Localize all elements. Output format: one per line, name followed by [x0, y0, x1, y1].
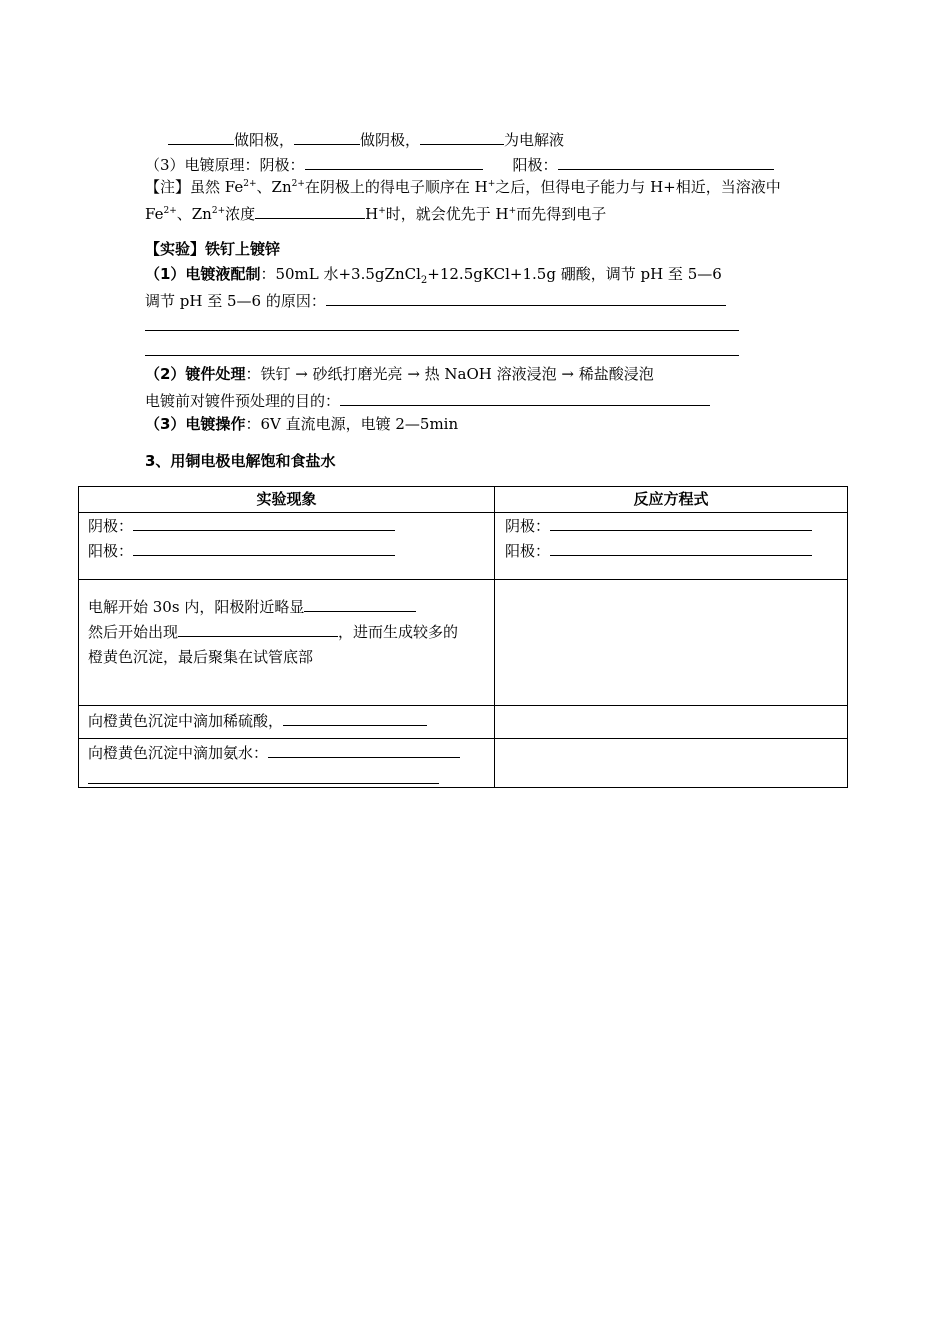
answer-blank[interactable] — [133, 514, 395, 531]
answer-line[interactable] — [145, 330, 739, 331]
anode-reaction-blank[interactable] — [558, 153, 774, 170]
text: 做阴极， — [360, 131, 421, 149]
step1-label: （1）电镀液配制 — [145, 265, 261, 283]
row3-sulfuric: 向橙黄色沉淀中滴加稀硫酸， — [88, 708, 427, 734]
anode-blank[interactable] — [168, 128, 234, 145]
step2-line: （2）镀件处理：铁钉 → 砂纸打磨光亮 → 热 NaOH 溶液浸泡 → 稀盐酸浸泡 — [145, 365, 654, 383]
cathode-blank[interactable] — [294, 128, 360, 145]
row1-eq-cathode: 阴极： — [505, 513, 812, 539]
row1-cathode: 阴极： — [88, 513, 395, 539]
column-divider — [494, 487, 495, 787]
reason-blank[interactable] — [326, 289, 726, 306]
answer-line[interactable] — [88, 783, 439, 784]
row2-line2: 然后开始出现 ，进而生成较多的 — [88, 619, 458, 645]
text: 做阳极， — [234, 131, 295, 149]
concentration-blank[interactable] — [255, 202, 365, 219]
answer-blank[interactable] — [550, 539, 812, 556]
answer-blank[interactable] — [283, 709, 427, 726]
answer-blank[interactable] — [268, 741, 460, 758]
step3-label: （3）电镀操作 — [145, 415, 246, 433]
electrolyte-blank[interactable] — [420, 128, 504, 145]
line-electrodes — [168, 128, 564, 150]
step2-label: （2）镀件处理 — [145, 365, 246, 383]
row-divider — [79, 738, 847, 739]
row1-eq-anode: 阳极： — [505, 538, 812, 564]
note-line-1: 【注】虽然 $Fe^{2+}$、$Zn^{2+}$在阴极上的得电子顺序在 H+之后，但得电子能力与 H+相近，当溶液中 — [145, 178, 781, 196]
row1-anode: 阳极： — [88, 538, 395, 564]
note-line-2: $Fe^{2+}$、$Zn^{2+}$浓度 H+时，就会优先于 H+而先得到电子 — [145, 202, 606, 224]
answer-line[interactable] — [145, 355, 739, 356]
header-equation: 反应方程式 — [633, 490, 709, 508]
row-divider — [79, 579, 847, 580]
row4-ammonia: 向橙黄色沉淀中滴加氨水： — [88, 740, 460, 766]
answer-blank[interactable] — [550, 514, 812, 531]
answer-blank[interactable] — [178, 620, 338, 637]
section3-title: 3、用铜电极电解饱和食盐水 — [145, 452, 336, 470]
answer-blank[interactable] — [133, 539, 395, 556]
step3-line: （3）电镀操作：6V 直流电源，电镀 2—5min — [145, 415, 459, 433]
step1-line: （1）电镀液配制：50mL 水+3.5gZnCl$_2$+12.5gKCl+1.5g 硼酸，调节 pH 至 5—6 — [145, 265, 722, 286]
experiment-title: 【实验】铁钉上镀锌 — [145, 240, 281, 258]
header-phenomena: 实验现象 — [256, 490, 317, 508]
line-principle — [145, 153, 774, 175]
answer-blank[interactable] — [304, 595, 416, 612]
row2-line1: 电解开始 30s 内，阳极附近略显 — [88, 594, 416, 620]
text: 阳极： — [512, 156, 558, 174]
cathode-reaction-blank[interactable] — [305, 153, 483, 170]
text: 为电解液 — [504, 131, 565, 149]
purpose-blank[interactable] — [340, 389, 710, 406]
step2-purpose: 电镀前对镀件预处理的目的： — [145, 389, 710, 411]
row-divider — [79, 705, 847, 706]
experiment-table — [78, 486, 848, 788]
text: （3）电镀原理：阴极： — [145, 156, 305, 174]
row2-line3: 橙黄色沉淀，最后聚集在试管底部 — [88, 648, 314, 666]
step1-reason: 调节 pH 至 5—6 的原因： — [145, 289, 726, 311]
